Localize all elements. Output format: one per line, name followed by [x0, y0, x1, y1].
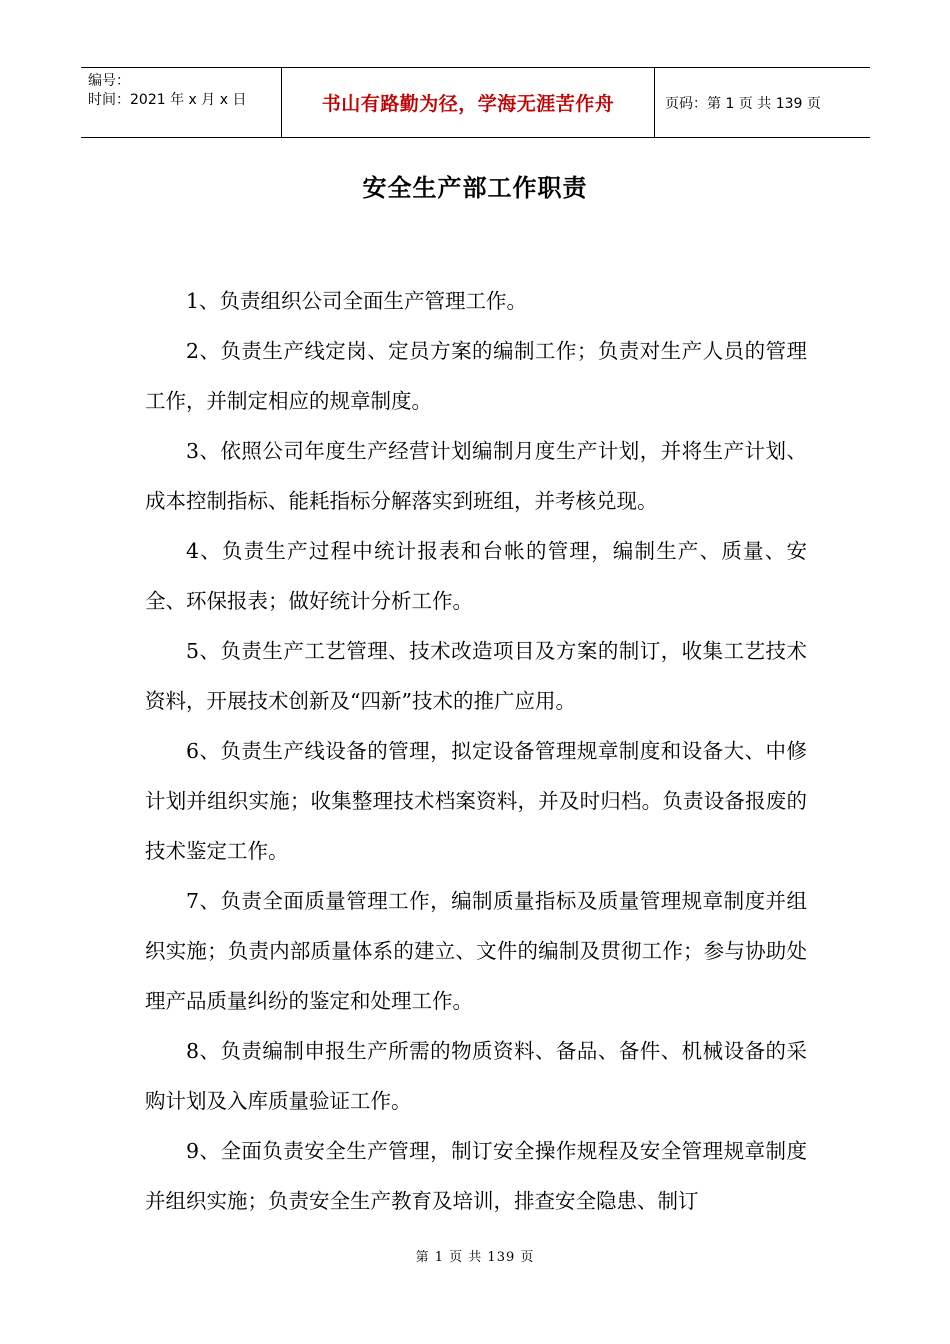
document-title: 安全生产部工作职责	[362, 174, 588, 202]
paragraph-5: 5、负责生产工艺管理、技术改造项目及方案的制订，收集工艺技术资料，开展技术创新及“四新”技术的推广应用。	[145, 639, 807, 713]
number-label: 编号：	[88, 73, 130, 89]
paragraph-2: 2、负责生产线定岗、定员方案的编制工作；负责对生产人员的管理工作，并制定相应的规章制度。	[145, 339, 807, 413]
header-motto: 书山有路勤为径，学海无涯苦作舟	[282, 68, 655, 137]
paragraph-3: 3、依照公司年度生产经营计划编制月度生产计划，并将生产计划、成本控制指标、能耗指标分解落实到班组，并考核兑现。	[145, 439, 807, 513]
header-table	[81, 67, 870, 138]
time-label: 时间：2021 年 x 月 x 日	[88, 92, 247, 108]
paragraph-9: 9、全面负责安全生产管理，制订安全操作规程及安全管理规章制度并组织实施；负责安全生产教育及培训，排查安全隐患、制订	[145, 1139, 807, 1213]
header-meta-cell	[81, 68, 282, 137]
page-footer: 第 1 页 共 139 页	[415, 1250, 535, 1265]
header-page-info: 页码：第 1 页 共 139 页	[665, 95, 821, 112]
paragraph-8: 8、负责编制申报生产所需的物质资料、备品、备件、机械设备的采购计划及入库质量验证工作。	[145, 1039, 807, 1113]
paragraph-6: 6、负责生产线设备的管理，拟定设备管理规章制度和设备大、中修计划并组织实施；收集整理技术档案资料，并及时归档。负责设备报废的技术鉴定工作。	[145, 739, 807, 863]
document-body	[145, 276, 807, 1226]
paragraph-4: 4、负责生产过程中统计报表和台帐的管理，编制生产、质量、安全、环保报表；做好统计分析工作。	[145, 539, 807, 613]
paragraph-7: 7、负责全面质量管理工作，编制质量指标及质量管理规章制度并组织实施；负责内部质量体系的建立、文件的编制及贯彻工作；参与协助处理产品质量纠纷的鉴定和处理工作。	[145, 889, 807, 1013]
paragraph-1: 1、负责组织公司全面生产管理工作。	[186, 289, 528, 313]
